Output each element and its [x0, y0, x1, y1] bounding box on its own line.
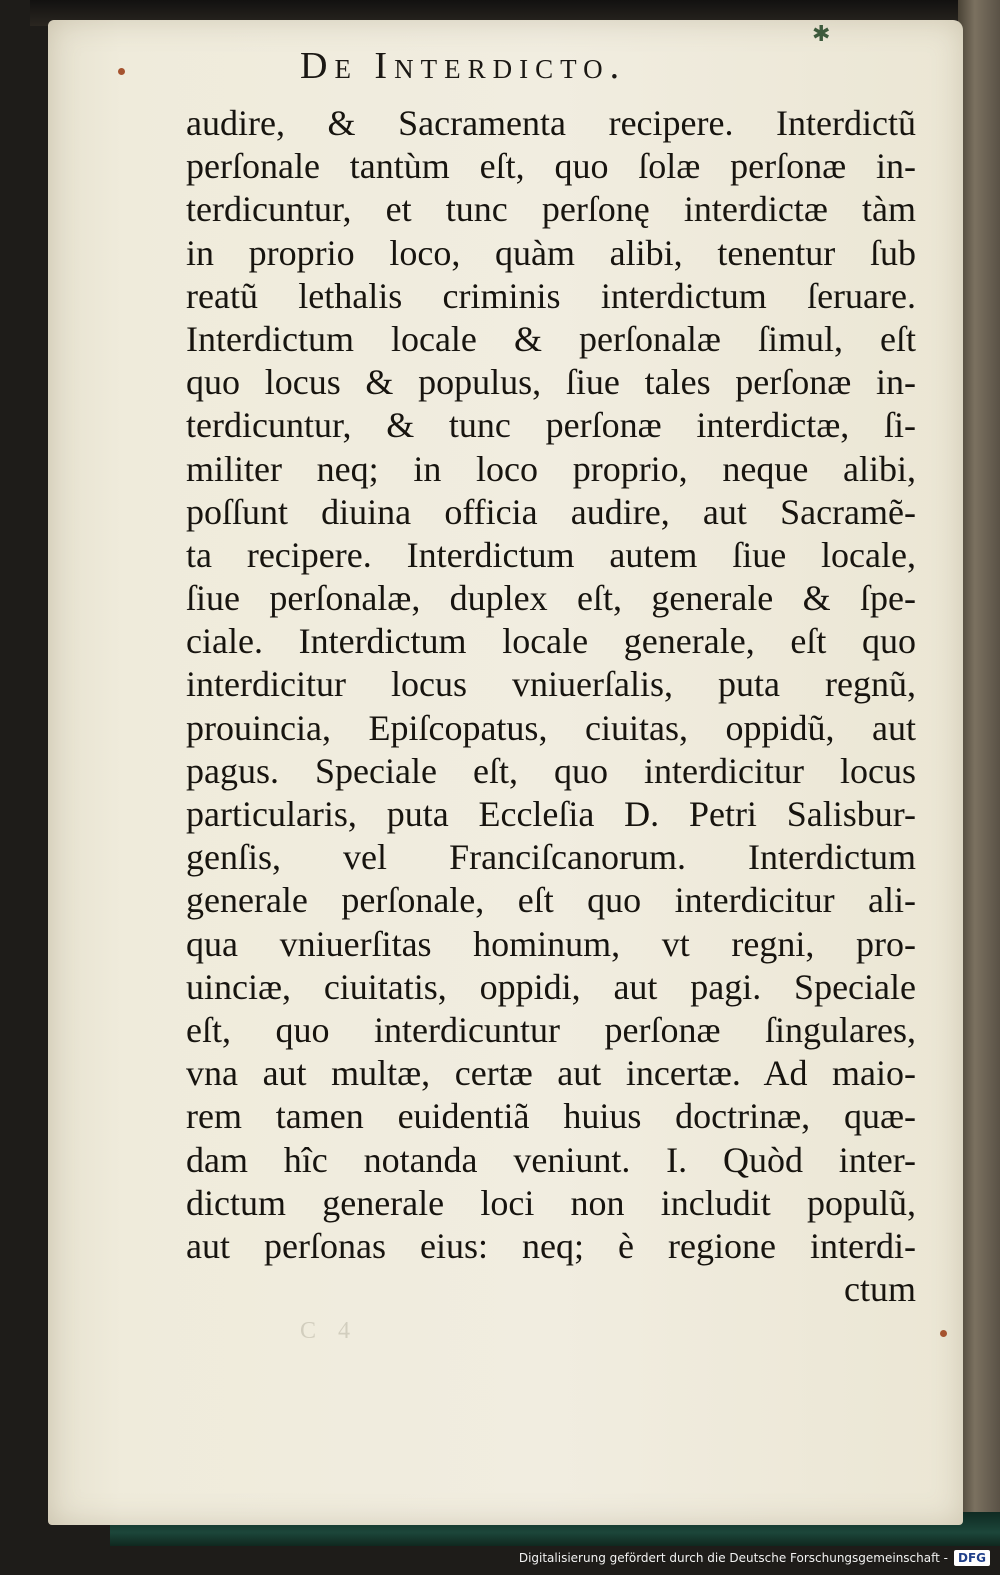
text-line: audire, & Sacramenta recipere. Interdictũ — [186, 103, 916, 143]
text-line: terdicuntur, & tunc perſonæ interdictæ, ſi- — [186, 405, 916, 446]
text-line: generale perſonale, eſt quo interdicitur ali- — [186, 880, 916, 921]
text-line: militer neq; in loco proprio, neque alibi, — [186, 448, 916, 489]
text-line: Interdictum locale & perſonalæ ſimul, eſt — [186, 318, 916, 359]
text-line: particularis, puta Eccleſia D. Petri Salisbur- — [186, 794, 916, 834]
dfg-logo[interactable]: DFG — [954, 1550, 990, 1566]
text-line: uinciæ, ciuitatis, oppidi, aut pagi. Speciale — [186, 966, 916, 1007]
text-line: poſſunt diuina officia audire, aut Sacramẽ- — [186, 491, 916, 532]
ink-spot — [118, 68, 125, 75]
text-line: in proprio loco, quàm alibi, tenentur ſub — [186, 232, 916, 273]
running-head: De Interdicto. — [300, 45, 627, 87]
catchword: ctum — [844, 1269, 916, 1310]
text-line: prouincia, Epiſcopatus, ciuitas, oppidũ, aut — [186, 707, 916, 748]
text-line: vna aut multæ, certæ aut incertæ. Ad maio- — [186, 1053, 916, 1094]
text-line: terdicuntur, et tunc perſonę interdictæ tàm — [186, 189, 916, 230]
text-line: perſonale tantùm eſt, quo ſolæ perſonæ in- — [186, 146, 916, 187]
text-line: pagus. Speciale eſt, quo interdicitur locus — [186, 750, 916, 791]
digitization-credit — [519, 1547, 990, 1569]
text-line: qua vniuerſitas hominum, vt regni, pro- — [186, 923, 916, 964]
text-line: aut perſonas eius: neq; è regione interdi- — [186, 1225, 916, 1266]
text-line: interdicitur locus vniuerſalis, puta regnũ, — [186, 664, 916, 705]
text-line: reatũ lethalis criminis interdictum ſeruare. — [186, 275, 916, 316]
book-edge-right — [958, 0, 1000, 1540]
credit-text: Digitalisierung gefördert durch die Deutsche Forschungsgemeinschaft - — [518, 1551, 948, 1565]
show-through-text: C 4 — [300, 1318, 359, 1344]
text-line: dictum generale loci non includit populũ, — [186, 1182, 916, 1223]
text-line: dam hîc notanda veniunt. I. Quòd inter- — [186, 1139, 916, 1180]
text-line: eſt, quo interdicuntur perſonæ ſingulares, — [186, 1009, 916, 1050]
text-line: ſiue perſonalæ, duplex eſt, generale & ſpe- — [186, 578, 916, 619]
ink-mark: ✱ — [812, 22, 831, 47]
text-line: genſis, vel Franciſcanorum. Interdictum — [186, 837, 916, 878]
text-line: rem tamen euidentiã huius doctrinæ, quæ- — [186, 1096, 916, 1137]
page-body-text — [186, 102, 916, 1311]
text-line: quo locus & populus, ſiue tales perſonæ in- — [186, 362, 916, 403]
text-line: ta recipere. Interdictum autem ſiue locale, — [186, 534, 916, 575]
text-line: ciale. Interdictum locale generale, eſt quo — [186, 621, 916, 662]
ink-spot — [940, 1330, 947, 1337]
